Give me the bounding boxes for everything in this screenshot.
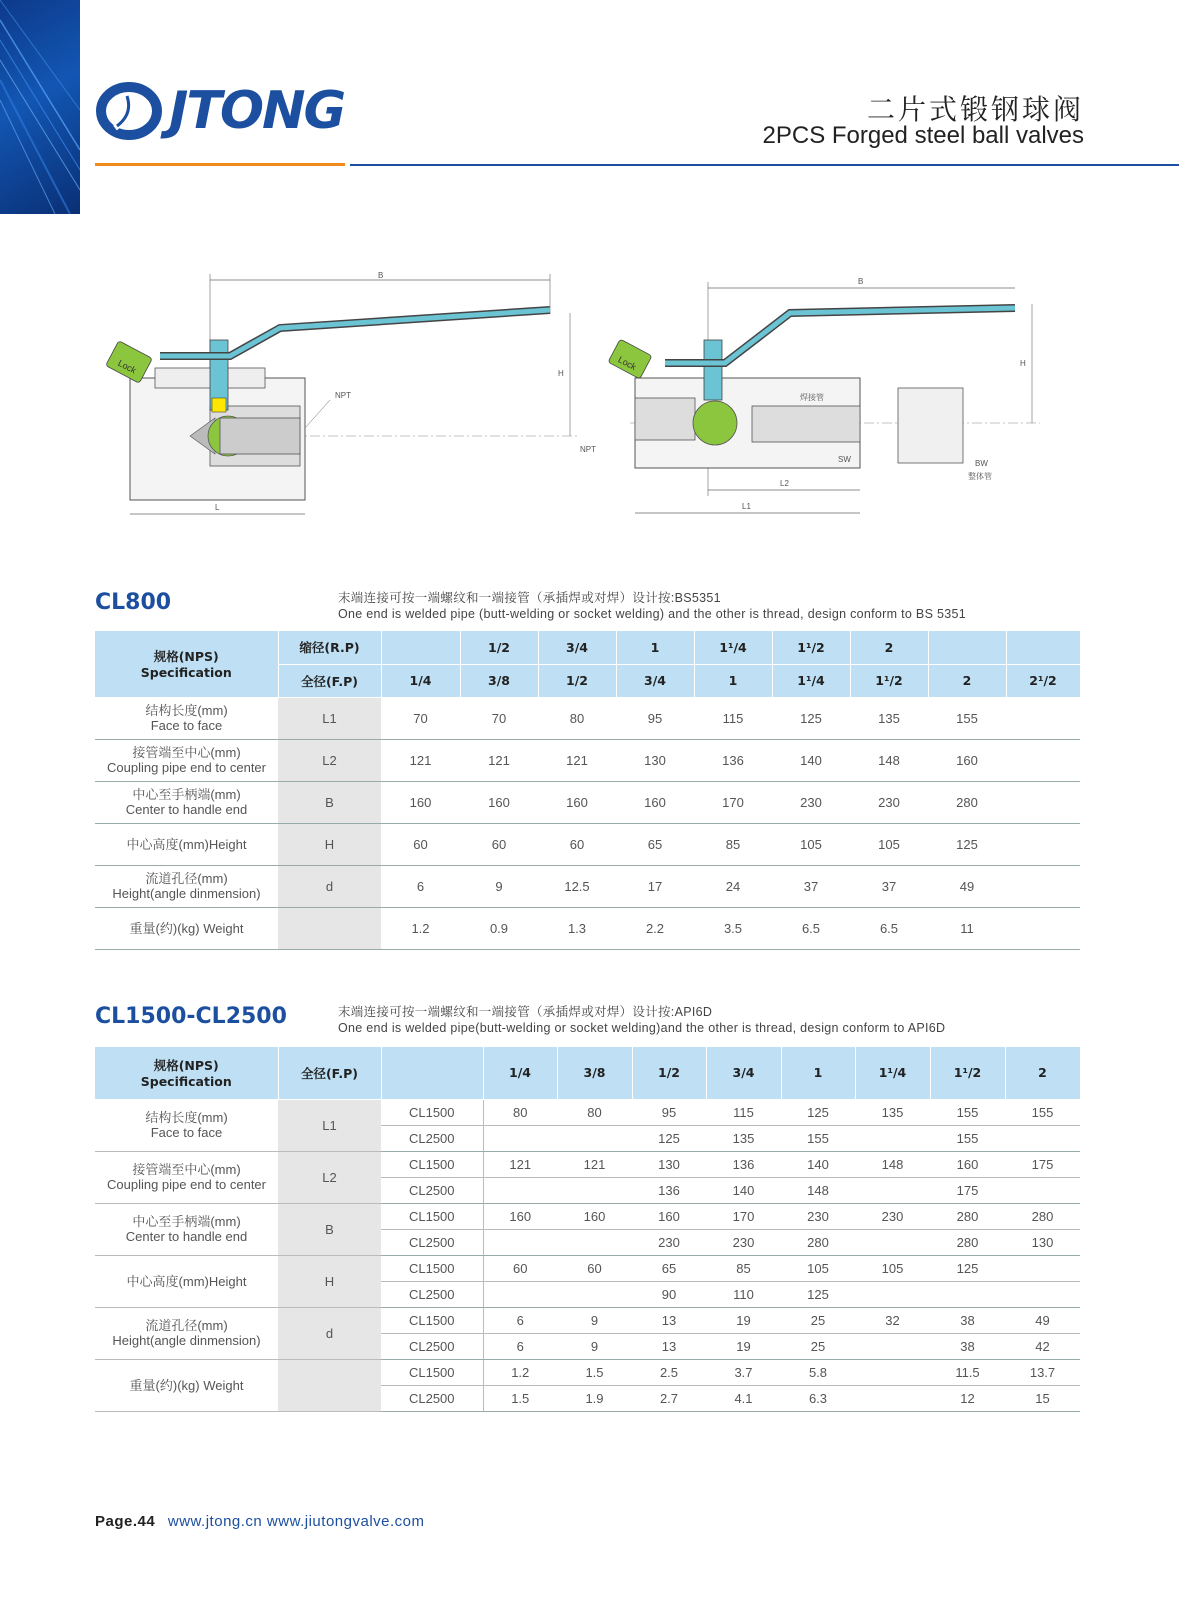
svg-text:NPT: NPT [335, 391, 351, 400]
table-cell [855, 1333, 930, 1359]
class-label: CL2500 [381, 1333, 483, 1359]
table-cell [557, 1177, 632, 1203]
param-name-cn: 规格(NPS) [153, 649, 219, 665]
table-cell: 1.3 [538, 907, 616, 949]
table-cell: 1.9 [557, 1385, 632, 1411]
table-cell: 17 [616, 865, 694, 907]
table-cell [557, 1125, 632, 1151]
table-cell: 15 [1005, 1385, 1080, 1411]
param-name [95, 865, 278, 907]
table-cell: 1.2 [483, 1359, 557, 1385]
table-cell: 170 [694, 781, 772, 823]
table-cell: 105 [772, 823, 850, 865]
table-cell [855, 1359, 930, 1385]
param-symbol: B [278, 781, 381, 823]
page-title-en: 2PCS Forged steel ball valves [762, 122, 1084, 149]
page-title-cn: 二片式锻钢球阀 [866, 93, 1084, 126]
param-name [95, 1151, 278, 1203]
table-cell: 155 [930, 1099, 1005, 1125]
fp-size: 3/4 [616, 664, 694, 697]
table-cell: 85 [694, 823, 772, 865]
rp-size [381, 631, 460, 664]
table-cell: 9 [460, 865, 538, 907]
brand-name: JTONG [169, 81, 345, 141]
table-cell: 121 [460, 739, 538, 781]
table-cell: 90 [632, 1281, 706, 1307]
table-row [95, 1203, 1080, 1229]
class-label: CL2500 [381, 1125, 483, 1151]
table-cell: 230 [772, 781, 850, 823]
param-name-cn: 中心高度(mm)Height [126, 1273, 247, 1289]
svg-text:L2: L2 [780, 479, 789, 488]
param-name-en: Face to face [150, 718, 223, 733]
table-cell: 65 [632, 1255, 706, 1281]
table-cell [855, 1177, 930, 1203]
param-symbol: H [278, 823, 381, 865]
table-cell: 37 [772, 865, 850, 907]
svg-text:Lock: Lock [616, 354, 638, 373]
table-cell: 1.2 [381, 907, 460, 949]
fp-size: 3/8 [557, 1047, 632, 1099]
table-cell: 6.3 [781, 1385, 855, 1411]
table-cell: 9 [557, 1333, 632, 1359]
table-cell: 13.7 [1005, 1359, 1080, 1385]
table-cell: 121 [483, 1151, 557, 1177]
table-cell: 140 [772, 739, 850, 781]
table-cell: 65 [616, 823, 694, 865]
svg-text:H: H [558, 369, 564, 378]
table-cell: 6.5 [850, 907, 928, 949]
class-label: CL2500 [381, 1177, 483, 1203]
rp-size [1006, 631, 1080, 664]
param-name [95, 697, 278, 739]
param-name-en: Face to face [150, 1125, 223, 1140]
fp-size: 3/4 [706, 1047, 781, 1099]
rp-size [928, 631, 1006, 664]
table-cell: 230 [855, 1203, 930, 1229]
table-cell: 3.5 [694, 907, 772, 949]
param-name [95, 907, 278, 949]
fp-label: 全径(F.P) [278, 1047, 381, 1099]
table-cell: 85 [706, 1255, 781, 1281]
table-row [95, 823, 1080, 865]
table-cell: 42 [1005, 1333, 1080, 1359]
param-name-en: Center to handle end [125, 1229, 248, 1244]
table-cell: 80 [557, 1099, 632, 1125]
param-name-cn: 接管端至中心(mm) [132, 745, 241, 760]
param-name [95, 739, 278, 781]
table-cell: 12 [930, 1385, 1005, 1411]
class-label: CL1500 [381, 1099, 483, 1125]
fp-size: 1¹/4 [772, 664, 850, 697]
page-footer [95, 1513, 425, 1530]
table-cell: 280 [930, 1229, 1005, 1255]
table-cell: 280 [781, 1229, 855, 1255]
svg-text:L1: L1 [742, 502, 751, 511]
table-row [95, 1099, 1080, 1125]
param-symbol: d [278, 1307, 381, 1359]
welded-valve-drawing [580, 277, 1040, 513]
table-cell: 160 [616, 781, 694, 823]
param-name-en: Specification [140, 1074, 232, 1090]
param-name-cn: 中心高度(mm)Height [126, 836, 247, 852]
table-cell: 12.5 [538, 865, 616, 907]
param-name [95, 1359, 278, 1411]
table-cell: 160 [928, 739, 1006, 781]
table-cell: 280 [930, 1203, 1005, 1229]
table-cell [855, 1385, 930, 1411]
table-cell: 175 [1005, 1151, 1080, 1177]
table-cell: 11.5 [930, 1359, 1005, 1385]
table-cell: 230 [706, 1229, 781, 1255]
brand-logo [95, 80, 344, 142]
fp-size: 1/4 [483, 1047, 557, 1099]
table-cell: 125 [928, 823, 1006, 865]
svg-text:NPT: NPT [580, 445, 596, 454]
table-cell: 38 [930, 1333, 1005, 1359]
cl1500-header-row [95, 1047, 1080, 1099]
param-name-en: Height(angle dinmension) [112, 1333, 261, 1348]
param-name-en: Height(angle dinmension) [112, 886, 261, 901]
table-cell [483, 1177, 557, 1203]
class-label: CL1500 [381, 1359, 483, 1385]
param-name-cn: 结构长度(mm) [145, 1110, 228, 1125]
table-cell: 19 [706, 1307, 781, 1333]
table-cell: 155 [1005, 1099, 1080, 1125]
table-cell: 125 [930, 1255, 1005, 1281]
table-cell: 0.9 [460, 907, 538, 949]
param-name-cn: 结构长度(mm) [145, 703, 228, 718]
table-cell: 135 [855, 1099, 930, 1125]
table-cell: 38 [930, 1307, 1005, 1333]
table-cell: 6.5 [772, 907, 850, 949]
fp-size: 1¹/2 [850, 664, 928, 697]
corner-decoration [0, 0, 80, 214]
table-cell: 160 [557, 1203, 632, 1229]
param-name-cn: 流道孔径(mm) [145, 1318, 228, 1333]
logo-icon [95, 80, 163, 142]
svg-text:Lock: Lock [116, 357, 138, 376]
fp-size: 3/8 [460, 664, 538, 697]
cl800-title: CL800 [95, 590, 172, 615]
table-cell: 2.5 [632, 1359, 706, 1385]
fp-size: 1/2 [632, 1047, 706, 1099]
param-name-cn: 规格(NPS) [153, 1058, 219, 1074]
table-cell: 110 [706, 1281, 781, 1307]
param-symbol: L2 [278, 739, 381, 781]
table-cell: 121 [381, 739, 460, 781]
table-cell: 49 [1005, 1307, 1080, 1333]
table-cell: 9 [557, 1307, 632, 1333]
cl1500-note-en: One end is welded pipe(butt-welding or socket welding)and the other is thread, design conform to API6D [338, 1021, 946, 1035]
table-cell: 155 [930, 1125, 1005, 1151]
fp-size: 1/2 [538, 664, 616, 697]
table-row [95, 907, 1080, 949]
table-cell: 121 [557, 1151, 632, 1177]
table-cell: 230 [850, 781, 928, 823]
threaded-valve-drawing [106, 271, 580, 514]
fp-size: 2¹/2 [1006, 664, 1080, 697]
param-symbol [278, 907, 381, 949]
table-cell: 32 [855, 1307, 930, 1333]
table-cell: 49 [928, 865, 1006, 907]
param-name-en: Coupling pipe end to center [106, 760, 266, 775]
table-cell: 160 [632, 1203, 706, 1229]
table-cell [557, 1229, 632, 1255]
cl1500-note-cn: 末端连接可按一端螺纹和一端接管（承插焊或对焊）设计按:API6D [338, 1005, 713, 1019]
table-cell: 170 [706, 1203, 781, 1229]
table-row [95, 781, 1080, 823]
table-cell: 80 [483, 1099, 557, 1125]
header-accent-line [95, 163, 345, 166]
svg-text:B: B [858, 277, 864, 286]
header-rule [350, 164, 1179, 166]
table-cell: 1.5 [557, 1359, 632, 1385]
table-cell [1006, 697, 1080, 739]
svg-text:焊接管: 焊接管 [800, 393, 824, 402]
svg-text:H: H [1020, 359, 1026, 368]
param-symbol: L1 [278, 1099, 381, 1151]
rp-label: 缩径(R.P) [278, 631, 381, 664]
table-cell [1005, 1125, 1080, 1151]
param-symbol [278, 1359, 381, 1411]
table-row [95, 1307, 1080, 1333]
param-name [95, 781, 278, 823]
table-row [95, 697, 1080, 739]
param-name [95, 823, 278, 865]
param-name-cn: 重量(约)(kg) Weight [129, 1377, 244, 1393]
cl800-header-row-rp [95, 631, 1080, 664]
spec-header [95, 1047, 278, 1099]
table-cell: 60 [538, 823, 616, 865]
fp-size: 1¹/4 [855, 1047, 930, 1099]
param-name [95, 1099, 278, 1151]
table-cell: 105 [855, 1255, 930, 1281]
table-cell: 175 [930, 1177, 1005, 1203]
param-name-cn: 中心至手柄端(mm) [132, 787, 241, 802]
fp-label: 全径(F.P) [278, 664, 381, 697]
valve-drawings [100, 268, 1060, 528]
param-symbol: L2 [278, 1151, 381, 1203]
class-label: CL2500 [381, 1385, 483, 1411]
table-cell [855, 1229, 930, 1255]
table-cell: 130 [616, 739, 694, 781]
rp-size: 3/4 [538, 631, 616, 664]
table-cell: 105 [850, 823, 928, 865]
table-cell: 136 [632, 1177, 706, 1203]
table-cell [557, 1281, 632, 1307]
class-label: CL2500 [381, 1229, 483, 1255]
svg-text:B: B [378, 271, 384, 280]
rp-size: 1 [616, 631, 694, 664]
class-label: CL2500 [381, 1281, 483, 1307]
table-cell: 70 [460, 697, 538, 739]
table-cell: 6 [381, 865, 460, 907]
table-cell: 130 [632, 1151, 706, 1177]
table-cell: 37 [850, 865, 928, 907]
table-cell: 160 [460, 781, 538, 823]
table-cell: 105 [781, 1255, 855, 1281]
table-cell: 125 [632, 1125, 706, 1151]
table-cell [483, 1281, 557, 1307]
table-cell: 60 [483, 1255, 557, 1281]
rp-size: 1¹/2 [772, 631, 850, 664]
table-cell: 140 [781, 1151, 855, 1177]
rp-size: 2 [850, 631, 928, 664]
param-name [95, 1203, 278, 1255]
class-label: CL1500 [381, 1255, 483, 1281]
param-name-en: Coupling pipe end to center [106, 1177, 266, 1192]
table-cell: 136 [694, 739, 772, 781]
table-cell: 13 [632, 1333, 706, 1359]
param-symbol: d [278, 865, 381, 907]
table-row [95, 1151, 1080, 1177]
table-cell: 19 [706, 1333, 781, 1359]
table-cell: 135 [850, 697, 928, 739]
table-cell: 25 [781, 1307, 855, 1333]
table-cell: 155 [781, 1125, 855, 1151]
table-cell [1005, 1255, 1080, 1281]
table-cell [1006, 823, 1080, 865]
table-cell: 4.1 [706, 1385, 781, 1411]
table-cell [1006, 781, 1080, 823]
table-cell [855, 1125, 930, 1151]
param-symbol: B [278, 1203, 381, 1255]
cl1500-title: CL1500-CL2500 [95, 1004, 287, 1029]
table-cell: 60 [381, 823, 460, 865]
table-row [95, 865, 1080, 907]
table-cell: 160 [930, 1151, 1005, 1177]
table-cell: 95 [632, 1099, 706, 1125]
table-cell [1006, 865, 1080, 907]
table-cell [1006, 739, 1080, 781]
table-cell: 2.7 [632, 1385, 706, 1411]
table-cell: 6 [483, 1307, 557, 1333]
table-cell: 60 [460, 823, 538, 865]
table-cell: 155 [928, 697, 1006, 739]
table-cell: 1.5 [483, 1385, 557, 1411]
table-cell [1006, 907, 1080, 949]
table-cell: 11 [928, 907, 1006, 949]
fp-size: 2 [928, 664, 1006, 697]
fp-size: 1 [694, 664, 772, 697]
table-cell: 160 [483, 1203, 557, 1229]
table-cell: 136 [706, 1151, 781, 1177]
table-row [95, 739, 1080, 781]
param-symbol: L1 [278, 697, 381, 739]
table-cell: 80 [538, 697, 616, 739]
table-row [95, 1255, 1080, 1281]
table-cell: 160 [381, 781, 460, 823]
table-cell: 6 [483, 1333, 557, 1359]
table-cell: 24 [694, 865, 772, 907]
table-row [95, 1359, 1080, 1385]
cl800-note-en: One end is welded pipe (butt-welding or socket welding) and the other is thread, design conform to BS 5351 [338, 607, 966, 621]
class-label: CL1500 [381, 1151, 483, 1177]
table-cell: 125 [781, 1281, 855, 1307]
table-cell: 115 [706, 1099, 781, 1125]
table-cell [1005, 1281, 1080, 1307]
table-cell: 130 [1005, 1229, 1080, 1255]
table-cell: 70 [381, 697, 460, 739]
cl800-note-cn: 末端连接可按一端螺纹和一端接管（承插焊或对焊）设计按:BS5351 [338, 591, 721, 605]
class-label: CL1500 [381, 1203, 483, 1229]
class-header-blank [381, 1047, 483, 1099]
table-cell: 5.8 [781, 1359, 855, 1385]
param-name-en: Specification [140, 665, 232, 681]
footer-links[interactable]: www.jtong.cn www.jiutongvalve.com [167, 1513, 425, 1530]
spec-header [95, 631, 278, 697]
table-cell: 148 [850, 739, 928, 781]
fp-size: 1 [781, 1047, 855, 1099]
table-cell: 125 [781, 1099, 855, 1125]
table-cell: 115 [694, 697, 772, 739]
table-cell: 148 [781, 1177, 855, 1203]
param-name-en: Center to handle end [125, 802, 248, 817]
fp-size: 1¹/2 [930, 1047, 1005, 1099]
svg-text:BW: BW [975, 459, 988, 468]
cl800-note [338, 590, 966, 622]
param-name-cn: 中心至手柄端(mm) [132, 1214, 241, 1229]
table-cell: 2.2 [616, 907, 694, 949]
page-number: Page.44 [95, 1513, 156, 1530]
table-cell: 121 [538, 739, 616, 781]
param-name [95, 1255, 278, 1307]
param-symbol: H [278, 1255, 381, 1307]
svg-text:L: L [215, 503, 220, 512]
class-label: CL1500 [381, 1307, 483, 1333]
param-name-cn: 流道孔径(mm) [145, 871, 228, 886]
table-cell [483, 1229, 557, 1255]
table-cell: 95 [616, 697, 694, 739]
cl1500-table [95, 1047, 1081, 1412]
table-cell: 230 [781, 1203, 855, 1229]
cl1500-note [338, 1004, 945, 1036]
table-cell: 280 [1005, 1203, 1080, 1229]
table-cell [930, 1281, 1005, 1307]
param-name-cn: 重量(约)(kg) Weight [129, 920, 244, 936]
table-cell: 280 [928, 781, 1006, 823]
param-name [95, 1307, 278, 1359]
svg-text:SW: SW [838, 455, 851, 464]
table-cell [855, 1281, 930, 1307]
fp-size: 1/4 [381, 664, 460, 697]
table-cell: 125 [772, 697, 850, 739]
rp-size: 1/2 [460, 631, 538, 664]
svg-text:整体管: 整体管 [968, 472, 992, 481]
rp-size: 1¹/4 [694, 631, 772, 664]
table-cell: 3.7 [706, 1359, 781, 1385]
table-cell: 230 [632, 1229, 706, 1255]
table-cell: 135 [706, 1125, 781, 1151]
param-name-cn: 接管端至中心(mm) [132, 1162, 241, 1177]
table-cell: 13 [632, 1307, 706, 1333]
fp-size: 2 [1005, 1047, 1080, 1099]
table-cell: 25 [781, 1333, 855, 1359]
table-cell: 148 [855, 1151, 930, 1177]
table-cell [1005, 1177, 1080, 1203]
table-cell: 60 [557, 1255, 632, 1281]
table-cell [483, 1125, 557, 1151]
table-cell: 140 [706, 1177, 781, 1203]
cl800-table [95, 631, 1081, 950]
table-cell: 160 [538, 781, 616, 823]
